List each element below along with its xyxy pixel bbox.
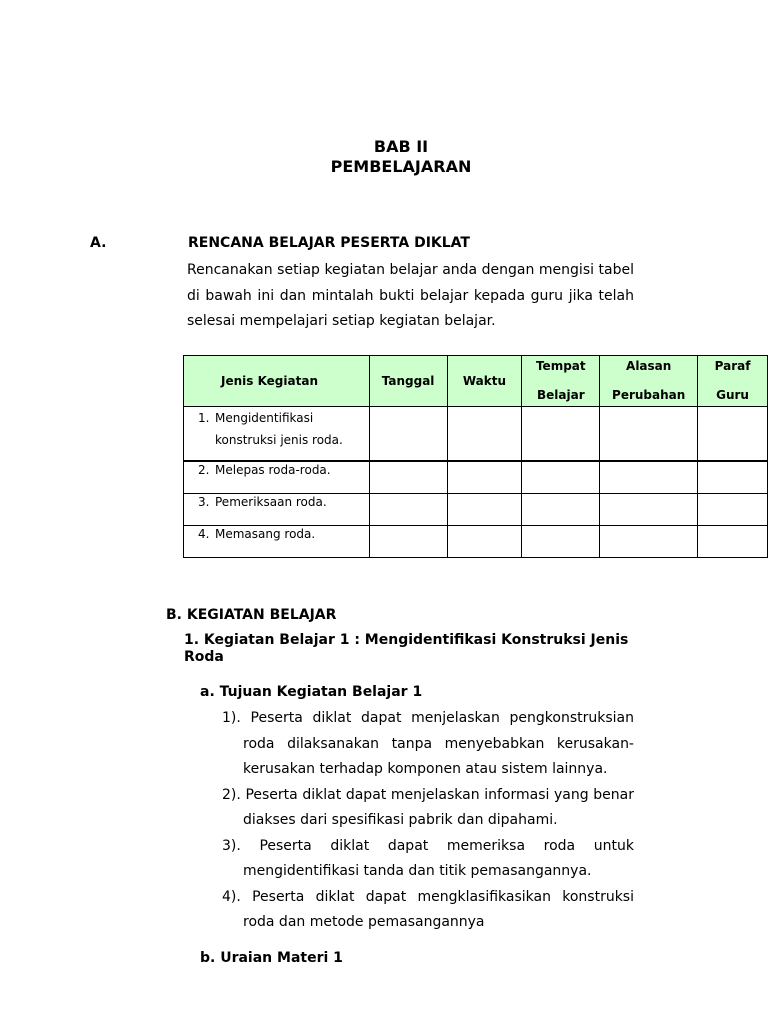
waktu-cell[interactable] <box>447 526 522 558</box>
activity-number: 2. <box>198 463 210 477</box>
activity-label: Mengidentifikasi <box>215 411 314 425</box>
activity-cell <box>184 494 370 526</box>
header-paraf-guru <box>698 356 768 407</box>
tempat-cell[interactable] <box>522 461 600 494</box>
table-row <box>184 526 768 558</box>
section-a-title: RENCANA BELAJAR PESERTA DIKLAT <box>188 235 470 251</box>
section-b-title: B. KEGIATAN BELAJAR <box>166 607 337 623</box>
activity-number: 1. <box>198 411 210 425</box>
activity-label: Pemeriksaan roda. <box>215 495 327 509</box>
list-item: 3). Peserta diklat dapat memeriksa roda untuk mengidentifikasi tanda dan titik pemasangannya. <box>222 837 634 879</box>
table-row <box>184 407 768 462</box>
table-row <box>184 461 768 494</box>
paraf-cell[interactable] <box>698 461 768 494</box>
table-header-row <box>184 356 768 407</box>
list-item: 4). Peserta diklat dapat mengklasifikasikan konstruksi roda dan metode pemasangannya <box>222 888 634 930</box>
tanggal-cell[interactable] <box>369 461 447 494</box>
section-a-intro: Rencanakan setiap kegiatan belajar anda dengan mengisi tabel di bawah ini dan mintalah bukti belajar kepada guru jika telah selesai mempelajari setiap kegiatan belajar. <box>187 262 634 329</box>
header-jenis-kegiatan: Jenis Kegiatan <box>184 356 370 407</box>
paraf-cell[interactable] <box>698 407 768 462</box>
alasan-cell[interactable] <box>600 407 698 462</box>
list-item: 1). Peserta diklat dapat menjelaskan pengkonstruksian roda dilaksanakan tanpa menyebabkan kerusakan-kerusakan terhadap komponen atau sistem lainnya. <box>222 710 634 777</box>
activity-number: 3. <box>198 495 210 509</box>
alasan-cell[interactable] <box>600 461 698 494</box>
header-tempat-line2: Belajar <box>536 388 585 402</box>
waktu-cell[interactable] <box>447 461 522 494</box>
header-waktu: Waktu <box>447 356 522 407</box>
chapter-heading <box>0 137 768 177</box>
paraf-cell[interactable] <box>698 526 768 558</box>
waktu-cell[interactable] <box>447 407 522 462</box>
header-tempat-belajar <box>522 356 600 407</box>
activity-cell <box>184 461 370 494</box>
chapter-title: PEMBELAJARAN <box>330 157 472 176</box>
header-tempat-line1: Tempat <box>535 359 586 373</box>
tempat-cell[interactable] <box>522 407 600 462</box>
section-a-letter: A. <box>90 235 107 251</box>
tempat-cell[interactable] <box>522 526 600 558</box>
list-item: 2). Peserta diklat dapat menjelaskan informasi yang benar diakses dari spesifikasi pabrik dan dipahami. <box>222 786 634 828</box>
header-tanggal: Tanggal <box>369 356 447 407</box>
learning-plan-table <box>183 355 768 558</box>
header-alasan-perubahan <box>600 356 698 407</box>
objectives-title: a. Tujuan Kegiatan Belajar 1 <box>200 684 423 700</box>
tanggal-cell[interactable] <box>369 526 447 558</box>
activity-number: 4. <box>198 527 210 541</box>
header-paraf-line2: Guru <box>716 388 749 402</box>
activity-label-continued: konstruksi jenis roda. <box>215 433 343 447</box>
header-paraf-line1: Paraf <box>714 359 751 373</box>
activity-cell <box>184 407 370 462</box>
material-title: b. Uraian Materi 1 <box>200 950 343 966</box>
alasan-cell[interactable] <box>600 494 698 526</box>
objectives-list <box>222 706 634 936</box>
table-row <box>184 494 768 526</box>
tempat-cell[interactable] <box>522 494 600 526</box>
header-alasan-line2: Perubahan <box>612 388 686 402</box>
header-alasan-line1: Alasan <box>626 359 672 373</box>
waktu-cell[interactable] <box>447 494 522 526</box>
activity-cell <box>184 526 370 558</box>
activity-label: Melepas roda-roda. <box>215 463 331 477</box>
paraf-cell[interactable] <box>698 494 768 526</box>
tanggal-cell[interactable] <box>369 407 447 462</box>
learning-activity-1-title: 1. Kegiatan Belajar 1 : Mengidentifikasi Konstruksi Jenis Roda <box>184 632 629 665</box>
alasan-cell[interactable] <box>600 526 698 558</box>
chapter-number: BAB II <box>373 137 429 156</box>
activity-label: Memasang roda. <box>215 527 316 541</box>
tanggal-cell[interactable] <box>369 494 447 526</box>
